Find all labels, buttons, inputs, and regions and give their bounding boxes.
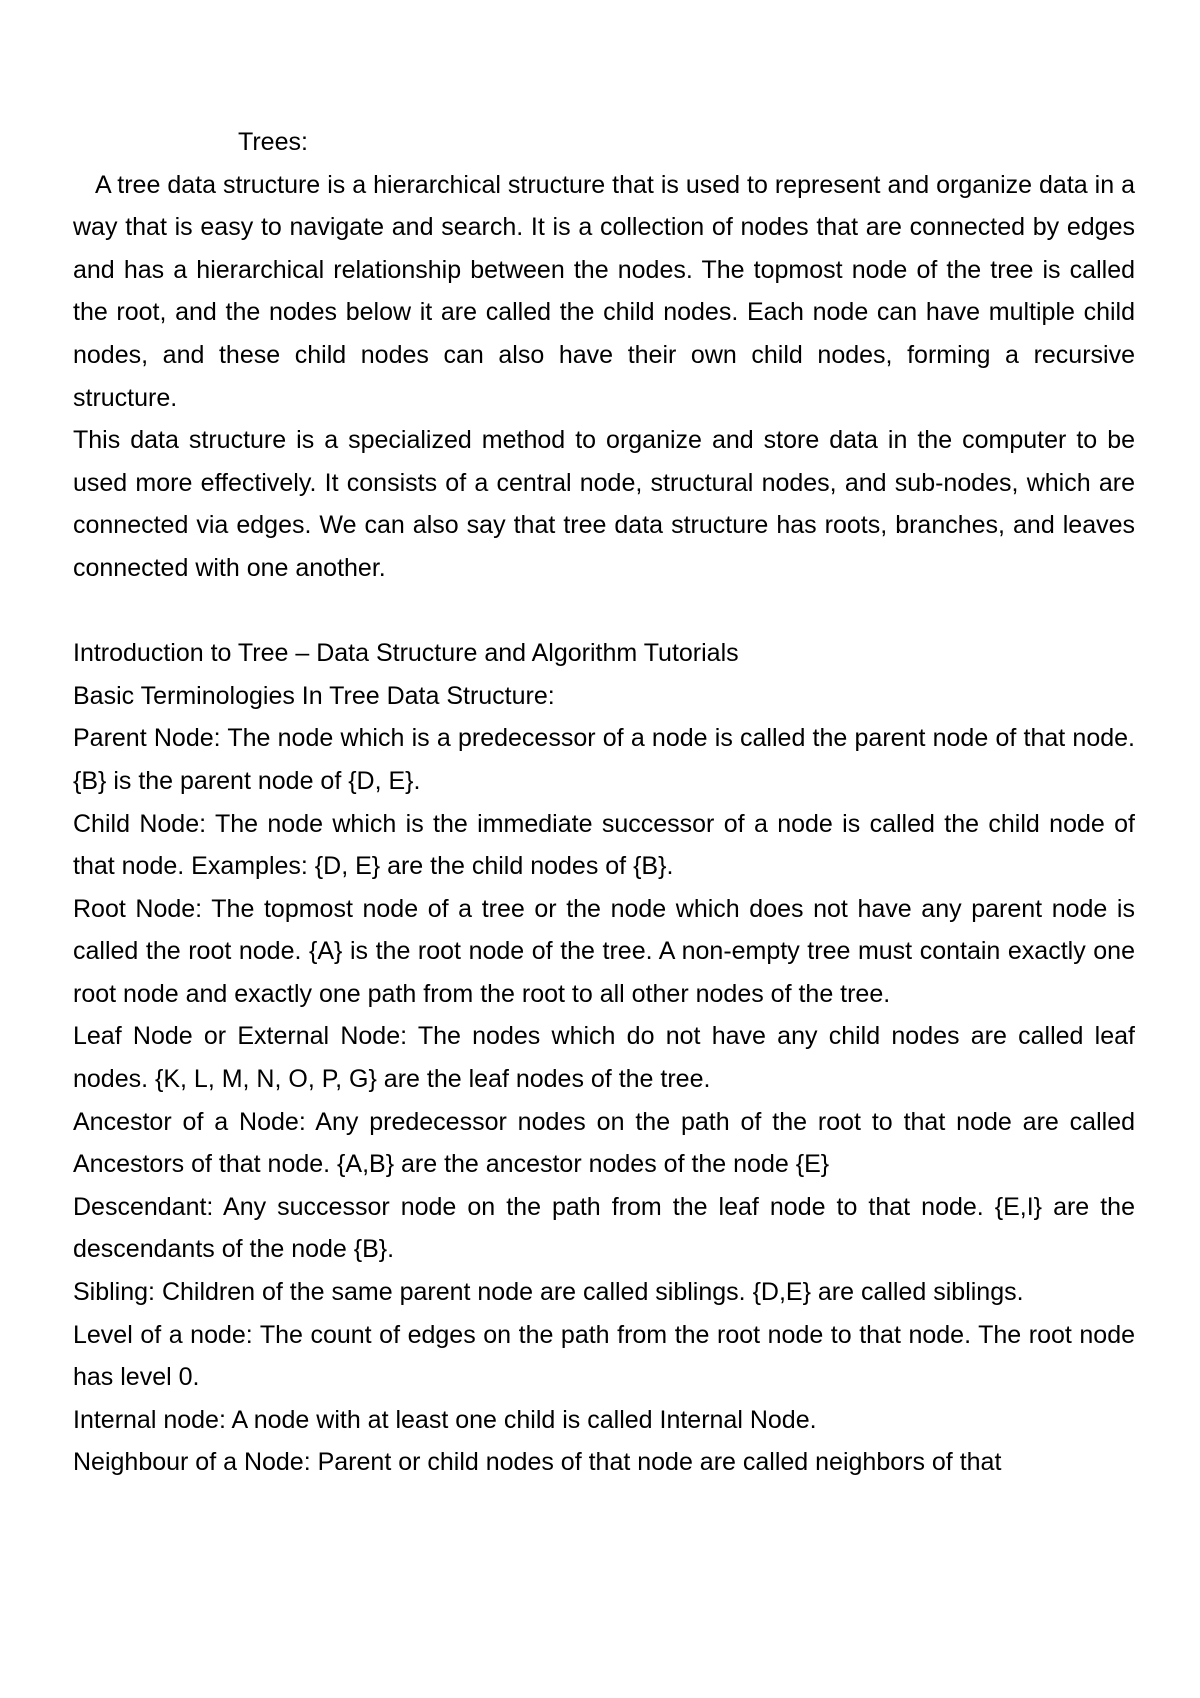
term-child-node: Child Node: The node which is the immediate successor of a node is called the child node of that node. Examples: {D, E} are the child nodes of {B}. (73, 809, 1135, 881)
term-neighbour: Neighbour of a Node: Parent or child nodes of that node are called neighbors of that (73, 1448, 1002, 1477)
paragraph-gap (73, 590, 1135, 633)
document-title: Trees: (238, 128, 308, 156)
terminology-heading: Basic Terminologies In Tree Data Structure: (73, 681, 555, 710)
term-level: Level of a node: The count of edges on the path from the root node to that node. The root node has level 0. (73, 1320, 1135, 1392)
intro-paragraph: A tree data structure is a hierarchical structure that is used to represent and organize data in a way that is easy to navigate and search. It is a collection of nodes that are connected by edges and has a hierarchical relationship between the nodes. The topmost node of the tree is called the root, and the nodes below it are called the child nodes. Each node can have multiple child nodes, and these child nodes can also have their own child nodes, forming a recursive structure. (73, 170, 1135, 412)
document-body (73, 121, 1135, 1484)
section-heading: Introduction to Tree – Data Structure and Algorithm Tutorials (73, 639, 739, 668)
term-leaf-node: Leaf Node or External Node: The nodes which do not have any child nodes are called leaf nodes. {K, L, M, N, O, P, G} are the leaf nodes of the tree. (73, 1022, 1135, 1094)
term-root-node: Root Node: The topmost node of a tree or the node which does not have any parent node is called the root node. {A} is the root node of the tree. A non-empty tree must contain exactly one root node and exactly one path from the root to all other nodes of the tree. (73, 894, 1135, 1008)
term-ancestor: Ancestor of a Node: Any predecessor nodes on the path of the root to that node are called Ancestors of that node. {A,B} are the ancestor nodes of the node {E} (73, 1107, 1135, 1179)
intro-paragraph: This data structure is a specialized method to organize and store data in the computer to be used more effectively. It consists of a central node, structural nodes, and sub-nodes, which are connected via edges. We can also say that tree data structure has roots, branches, and leaves connected with one another. (73, 426, 1135, 582)
term-parent-node: Parent Node: The node which is a predecessor of a node is called the parent node of that node. {B} is the parent node of {D, E}. (73, 724, 1135, 795)
term-internal-node: Internal node: A node with at least one child is called Internal Node. (73, 1405, 817, 1434)
term-descendant: Descendant: Any successor node on the path from the leaf node to that node. {E,I} are the descendants of the node {B}. (73, 1192, 1135, 1264)
term-sibling: Sibling: Children of the same parent node are called siblings. {D,E} are called siblings. (73, 1278, 1024, 1307)
